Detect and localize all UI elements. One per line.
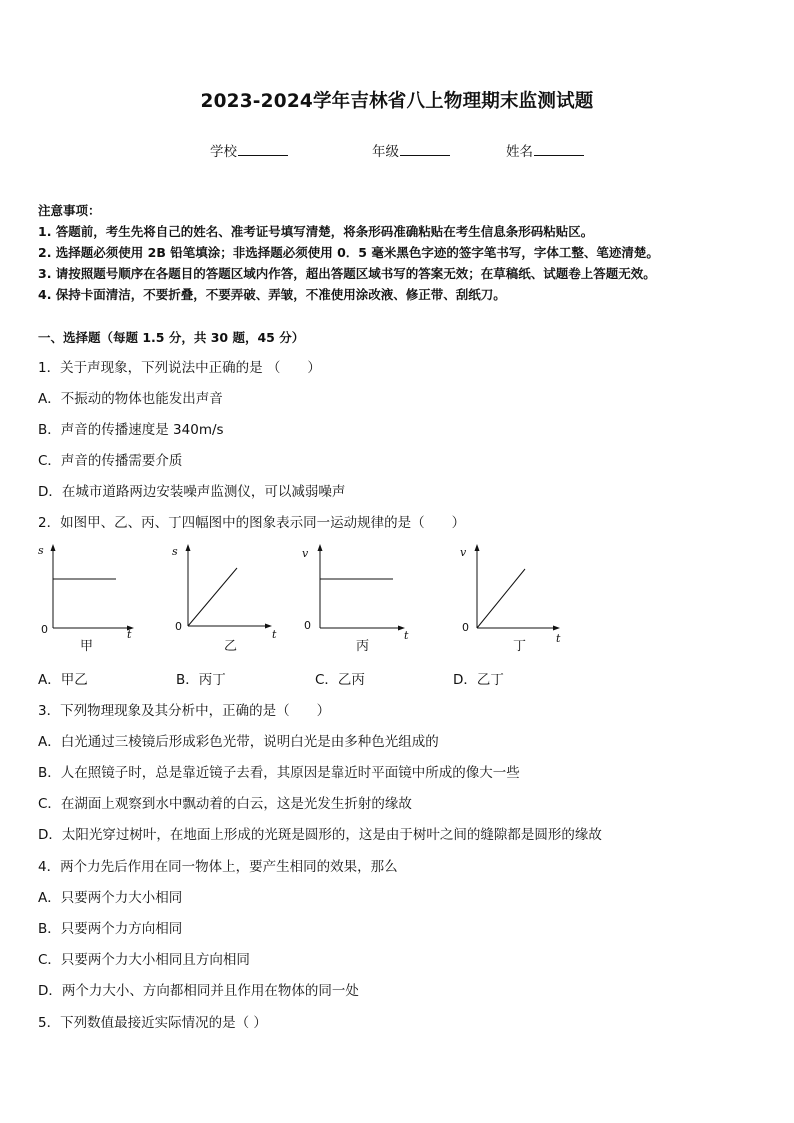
question-2-stem: 2．如图甲、乙、丙、丁四幅图中的图象表示同一运动规律的是（ ） — [38, 515, 466, 531]
question-3-option-b[interactable]: B．人在照镜子时，总是靠近镜子去看，其原因是靠近时平面镜中所成的像大一些 — [38, 765, 520, 781]
graph-line — [477, 569, 525, 628]
x-axis-arrow-icon — [265, 624, 272, 629]
question-4-option-a[interactable]: A．只要两个力大小相同 — [38, 890, 183, 906]
graph-bing — [302, 544, 409, 654]
y-axis-arrow-icon — [475, 544, 480, 551]
grade-blank[interactable] — [400, 141, 450, 156]
graph-jia — [38, 544, 134, 654]
origin-label: 0 — [175, 620, 182, 633]
page-title: 2023-2024学年吉林省八上物理期末监测试题 — [200, 91, 594, 112]
grade-field — [372, 140, 450, 160]
graph-name: 甲 — [80, 639, 94, 654]
origin-label: 0 — [462, 621, 469, 634]
question-3-option-c[interactable]: C．在湖面上观察到水中飘动着的白云，这是光发生折射的缘故 — [38, 796, 412, 812]
question-1-option-c[interactable]: C．声音的传播需要介质 — [38, 453, 183, 469]
graph-name: 乙 — [224, 639, 238, 654]
note-item: 1. 答题前，考生先将自己的姓名、准考证号填写清楚，将条形码准确粘贴在考生信息条形码粘贴区。 — [38, 224, 594, 239]
question-4-option-b[interactable]: B．只要两个力方向相同 — [38, 921, 183, 937]
section-heading: 一、选择题（每题 1.5 分，共 30 题，45 分） — [38, 330, 305, 345]
y-axis-arrow-icon — [186, 544, 191, 551]
note-item: 2. 选择题必须使用 2B 铅笔填涂；非选择题必须使用 0．5 毫米黑色字迹的签字笔书写，字体工整、笔迹清楚。 — [38, 245, 659, 260]
question-3-stem: 3．下列物理现象及其分析中，正确的是（ ） — [38, 703, 331, 719]
y-axis-arrow-icon — [318, 544, 323, 551]
graph-yi — [172, 544, 277, 654]
school-blank[interactable] — [238, 141, 288, 156]
graph-line — [188, 568, 237, 626]
y-axis-label: v — [460, 546, 467, 559]
question-2-option-a[interactable]: A．甲乙 — [38, 672, 88, 688]
x-axis-label: t — [556, 632, 561, 645]
question-3-option-d[interactable]: D．太阳光穿过树叶，在地面上形成的光斑是圆形的，这是由于树叶之间的缝隙都是圆形的缘故 — [38, 827, 602, 843]
x-axis-label: t — [272, 628, 277, 641]
graph-ding — [460, 544, 561, 654]
name-blank[interactable] — [534, 141, 584, 156]
y-axis-label: s — [38, 544, 44, 557]
question-1-option-b[interactable]: B．声音的传播速度是 340m/s — [38, 422, 224, 438]
question-4-stem: 4．两个力先后作用在同一物体上，要产生相同的效果，那么 — [38, 859, 398, 875]
question-2-graphs — [0, 538, 794, 663]
y-axis-arrow-icon — [51, 544, 56, 551]
origin-label: 0 — [304, 619, 311, 632]
question-2-option-b[interactable]: B．丙丁 — [176, 672, 226, 688]
question-1-stem: 1．关于声现象，下列说法中正确的是 （ ） — [38, 360, 321, 376]
graph-name: 丙 — [356, 639, 370, 654]
question-4-option-d[interactable]: D．两个力大小、方向都相同并且作用在物体的同一处 — [38, 983, 359, 999]
notes-heading: 注意事项： — [38, 203, 101, 218]
note-item: 3. 请按照题号顺序在各题目的答题区域内作答，超出答题区域书写的答案无效；在草稿纸、试题卷上答题无效。 — [38, 266, 656, 281]
x-axis-arrow-icon — [553, 626, 560, 631]
graph-name: 丁 — [513, 639, 527, 654]
name-field — [506, 140, 584, 160]
question-3-option-a[interactable]: A．白光通过三棱镜后形成彩色光带，说明白光是由多种色光组成的 — [38, 734, 439, 750]
origin-label: 0 — [41, 623, 48, 636]
question-2-option-c[interactable]: C．乙丙 — [315, 672, 365, 688]
x-axis-label: t — [127, 628, 132, 641]
grade-label: 年级 — [372, 144, 399, 160]
question-5-stem: 5．下列数值最接近实际情况的是（ ） — [38, 1015, 267, 1031]
x-axis-label: t — [404, 629, 409, 642]
name-label: 姓名 — [506, 144, 533, 160]
note-item: 4. 保持卡面清洁，不要折叠，不要弄破、弄皱，不准使用涂改液、修正带、刮纸刀。 — [38, 287, 506, 302]
question-4-option-c[interactable]: C．只要两个力大小相同且方向相同 — [38, 952, 250, 968]
question-1-option-d[interactable]: D．在城市道路两边安装噪声监测仪，可以减弱噪声 — [38, 484, 346, 500]
y-axis-label: v — [302, 547, 309, 560]
school-label: 学校 — [210, 144, 237, 160]
question-2-option-d[interactable]: D．乙丁 — [453, 672, 504, 688]
question-1-option-a[interactable]: A．不振动的物体也能发出声音 — [38, 391, 223, 407]
school-field — [210, 140, 288, 160]
y-axis-label: s — [172, 545, 178, 558]
